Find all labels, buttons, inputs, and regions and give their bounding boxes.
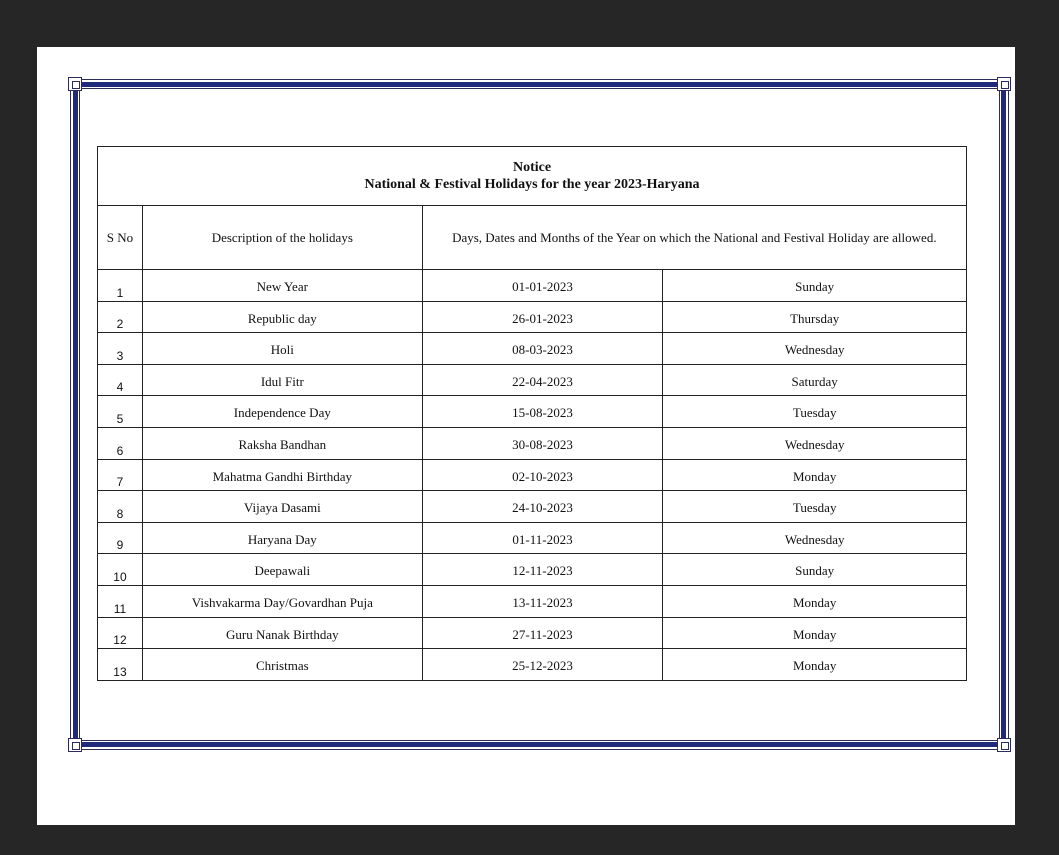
holiday-day: Tuesday bbox=[663, 396, 967, 428]
table-row bbox=[98, 364, 967, 396]
holiday-sno: 4 bbox=[98, 364, 143, 396]
holiday-table bbox=[97, 146, 967, 681]
notice-header-row bbox=[98, 147, 967, 206]
holiday-date: 22-04-2023 bbox=[422, 364, 663, 396]
column-header-row bbox=[98, 206, 967, 270]
column-header-description: Description of the holidays bbox=[142, 206, 422, 270]
holiday-description: Mahatma Gandhi Birthday bbox=[142, 459, 422, 491]
border-corner-ornament bbox=[68, 77, 82, 91]
column-header-sno: S No bbox=[98, 206, 143, 270]
table-row bbox=[98, 554, 967, 586]
holiday-sno: 8 bbox=[98, 491, 143, 523]
holiday-sno: 6 bbox=[98, 427, 143, 459]
border-corner-ornament bbox=[997, 77, 1011, 91]
table-row bbox=[98, 585, 967, 617]
holiday-day: Saturday bbox=[663, 364, 967, 396]
holiday-description: Vishvakarma Day/Govardhan Puja bbox=[142, 585, 422, 617]
holiday-description: Idul Fitr bbox=[142, 364, 422, 396]
holiday-date: 27-11-2023 bbox=[422, 617, 663, 649]
holiday-day: Wednesday bbox=[663, 333, 967, 365]
holiday-day: Thursday bbox=[663, 301, 967, 333]
holiday-description: Christmas bbox=[142, 649, 422, 681]
holiday-sno: 2 bbox=[98, 301, 143, 333]
border-corner-ornament bbox=[68, 738, 82, 752]
holiday-description: Holi bbox=[142, 333, 422, 365]
holiday-date: 26-01-2023 bbox=[422, 301, 663, 333]
holiday-day: Tuesday bbox=[663, 491, 967, 523]
holiday-day: Sunday bbox=[663, 554, 967, 586]
table-row bbox=[98, 649, 967, 681]
holiday-sno: 10 bbox=[98, 554, 143, 586]
holiday-date: 12-11-2023 bbox=[422, 554, 663, 586]
holiday-sno: 1 bbox=[98, 270, 143, 302]
holiday-day: Sunday bbox=[663, 270, 967, 302]
holiday-date: 30-08-2023 bbox=[422, 427, 663, 459]
holiday-day: Monday bbox=[663, 459, 967, 491]
holiday-sno: 13 bbox=[98, 649, 143, 681]
holiday-date: 24-10-2023 bbox=[422, 491, 663, 523]
holiday-description: Guru Nanak Birthday bbox=[142, 617, 422, 649]
table-row bbox=[98, 427, 967, 459]
holiday-day: Monday bbox=[663, 649, 967, 681]
holiday-description: Deepawali bbox=[142, 554, 422, 586]
holiday-day: Monday bbox=[663, 617, 967, 649]
holiday-description: Haryana Day bbox=[142, 522, 422, 554]
holiday-date: 01-01-2023 bbox=[422, 270, 663, 302]
holiday-description: Independence Day bbox=[142, 396, 422, 428]
holiday-sno: 7 bbox=[98, 459, 143, 491]
notice-title: National & Festival Holidays for the year 2023-Haryana bbox=[364, 177, 700, 192]
holiday-rows bbox=[98, 270, 967, 681]
holiday-sno: 12 bbox=[98, 617, 143, 649]
table-row bbox=[98, 270, 967, 302]
holiday-sno: 11 bbox=[98, 585, 143, 617]
holiday-date: 13-11-2023 bbox=[422, 585, 663, 617]
holiday-date: 25-12-2023 bbox=[422, 649, 663, 681]
holiday-day: Wednesday bbox=[663, 427, 967, 459]
holiday-description: Vijaya Dasami bbox=[142, 491, 422, 523]
holiday-day: Wednesday bbox=[663, 522, 967, 554]
holiday-date: 08-03-2023 bbox=[422, 333, 663, 365]
holiday-sno: 5 bbox=[98, 396, 143, 428]
notice-heading: Notice bbox=[512, 160, 552, 175]
notice-header bbox=[98, 147, 967, 206]
holiday-sno: 9 bbox=[98, 522, 143, 554]
holiday-date: 15-08-2023 bbox=[422, 396, 663, 428]
holiday-day: Monday bbox=[663, 585, 967, 617]
table-row bbox=[98, 301, 967, 333]
table-row bbox=[98, 491, 967, 523]
table-row bbox=[98, 617, 967, 649]
holiday-description: Republic day bbox=[142, 301, 422, 333]
holiday-description: New Year bbox=[142, 270, 422, 302]
holiday-sno: 3 bbox=[98, 333, 143, 365]
holiday-date: 01-11-2023 bbox=[422, 522, 663, 554]
table-row bbox=[98, 333, 967, 365]
table-row bbox=[98, 459, 967, 491]
border-corner-ornament bbox=[997, 738, 1011, 752]
holiday-description: Raksha Bandhan bbox=[142, 427, 422, 459]
column-header-dates: Days, Dates and Months of the Year on which the National and Festival Holiday are allowed. bbox=[422, 206, 966, 270]
table-row bbox=[98, 522, 967, 554]
table-row bbox=[98, 396, 967, 428]
holiday-date: 02-10-2023 bbox=[422, 459, 663, 491]
